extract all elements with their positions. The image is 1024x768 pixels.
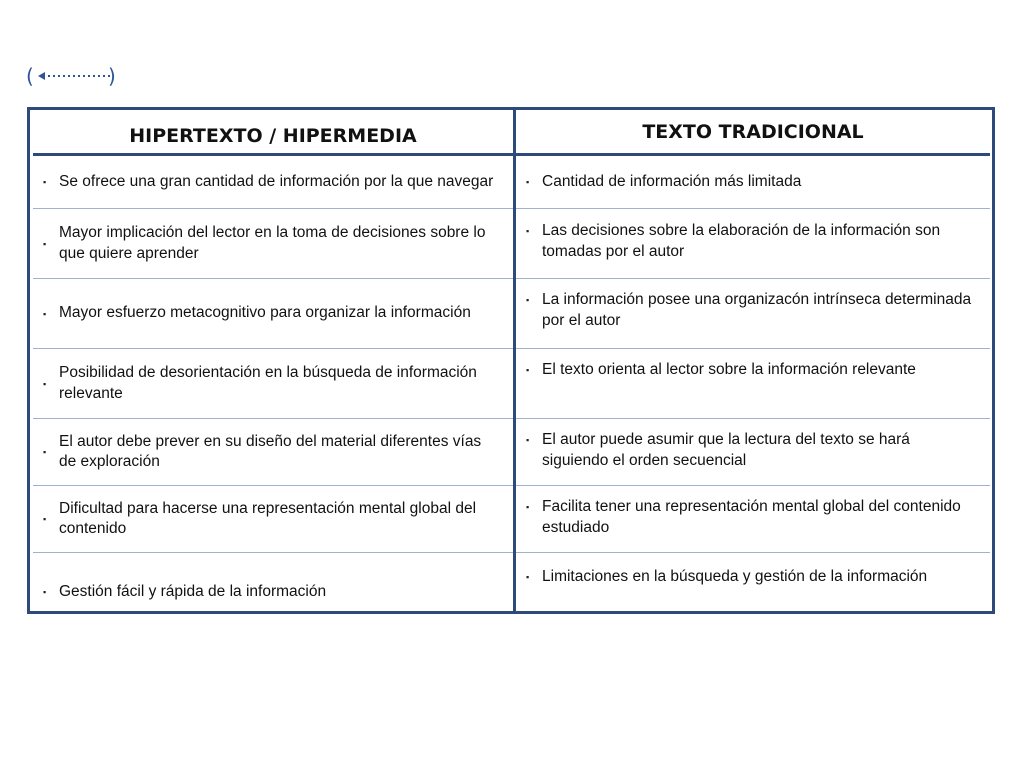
bullet-icon: ▪: [43, 308, 47, 319]
column-texto-tradicional: [516, 110, 990, 611]
column-hipertexto: [33, 110, 516, 611]
table-row: [33, 156, 513, 209]
table-row: [33, 486, 513, 553]
bullet-icon: ▪: [526, 226, 530, 236]
bullet-icon: ▪: [43, 378, 47, 389]
cell-text: Facilita tener una representación mental global del contenido estudiado: [542, 498, 961, 536]
cell-text: El autor puede asumir que la lectura del texto se hará siguiendo el orden secuencial: [542, 431, 910, 469]
bullet-icon: ▪: [526, 177, 530, 187]
bullet-icon: ▪: [43, 238, 47, 249]
cell-text: Se ofrece una gran cantidad de información por la que navegar: [59, 172, 494, 190]
table-row: [516, 349, 990, 419]
bullet-icon: ▪: [526, 365, 530, 375]
cell-text: Posibilidad de desorientación en la búsqueda de información relevante: [59, 364, 477, 402]
back-arrow-icon: [38, 72, 114, 80]
bullet-icon: ▪: [526, 295, 530, 305]
table-row: [33, 553, 513, 611]
table-row: [33, 279, 513, 349]
column-header-hipertexto: HIPERTEXTO / HIPERMEDIA: [33, 110, 513, 156]
bullet-icon: ▪: [43, 514, 47, 524]
bullet-icon: ▪: [526, 572, 530, 582]
cell-text: Las decisiones sobre la elaboración de la información son tomadas por el autor: [542, 222, 941, 260]
back-button[interactable]: [26, 64, 118, 88]
bullet-icon: ▪: [43, 587, 47, 597]
cell-text: Mayor esfuerzo metacognitivo para organizar la información: [59, 304, 471, 322]
bullet-icon: ▪: [526, 435, 530, 445]
table-row: [516, 279, 990, 349]
cell-text: El autor debe prever en su diseño del material diferentes vías de exploración: [59, 432, 482, 470]
cell-text: La información posee una organizacón intrínseca determinada por el autor: [542, 291, 972, 329]
table-row: [516, 486, 990, 553]
table-row: [33, 209, 513, 279]
cell-text: Dificultad para hacerse una representación mental global del contenido: [59, 499, 477, 537]
bracket-left-icon: (: [26, 64, 34, 88]
table-row: [516, 209, 990, 279]
cell-text: Limitaciones en la búsqueda y gestión de la información: [542, 568, 928, 585]
bracket-right-icon: ): [108, 64, 116, 88]
bullet-icon: ▪: [43, 177, 47, 187]
table-row: [516, 156, 990, 209]
cell-text: El texto orienta al lector sobre la información relevante: [542, 361, 916, 378]
cell-text: Mayor implicación del lector en la toma de decisiones sobre lo que quiere aprender: [59, 224, 486, 262]
bullet-icon: ▪: [526, 502, 530, 512]
table-row: [33, 419, 513, 486]
table-row: [516, 419, 990, 486]
bullet-icon: ▪: [43, 447, 47, 457]
cell-text: Gestión fácil y rápida de la información: [59, 582, 327, 600]
column-header-texto-tradicional: TEXTO TRADICIONAL: [516, 110, 990, 156]
cell-text: Cantidad de información más limitada: [542, 172, 802, 190]
comparison-table: [27, 107, 995, 614]
table-row: [33, 349, 513, 419]
table-row: [516, 553, 990, 611]
